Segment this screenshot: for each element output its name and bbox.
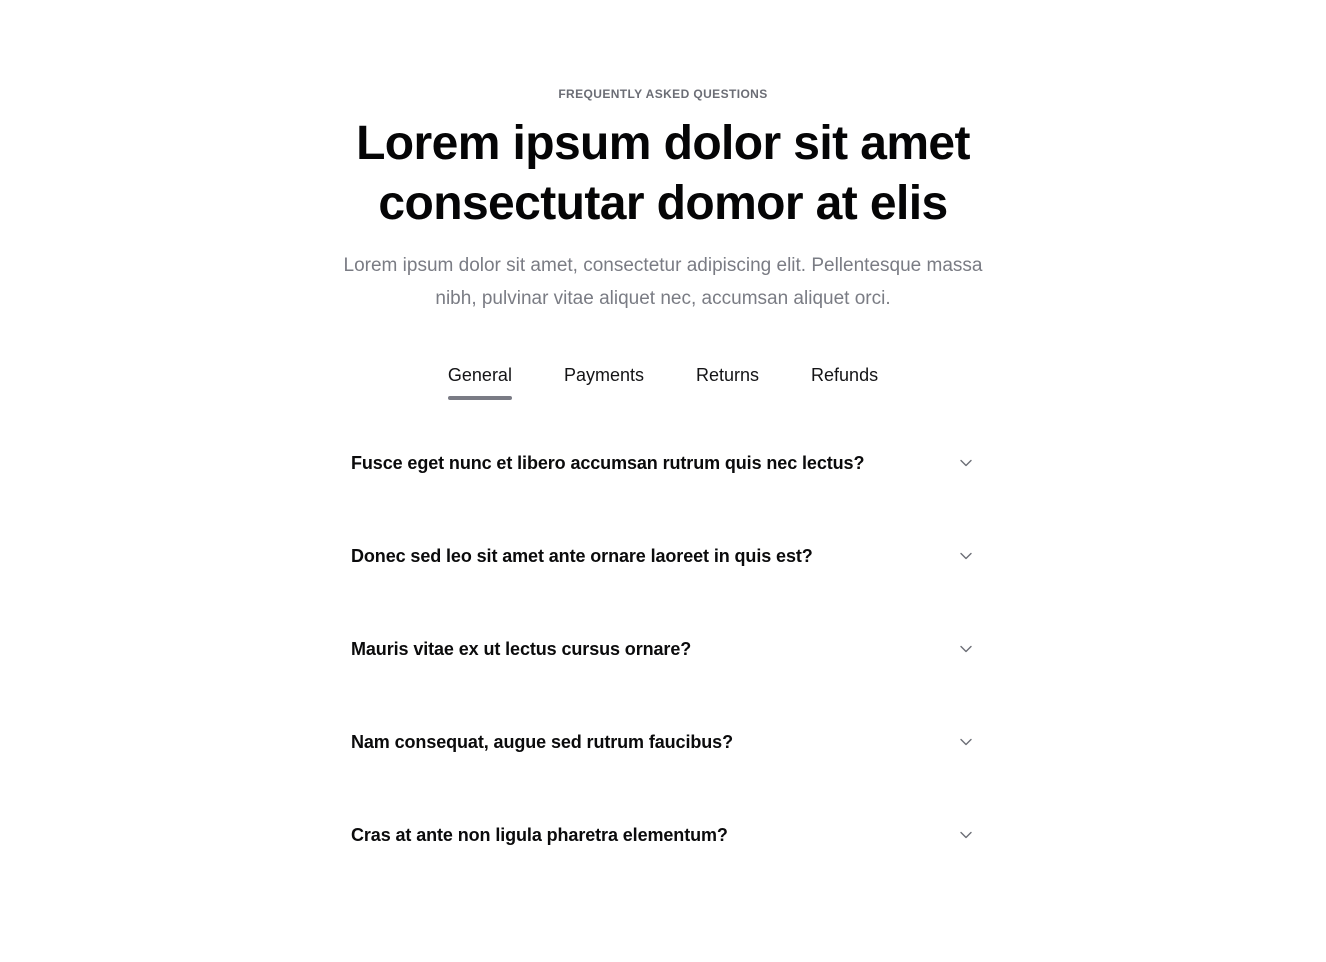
page-title-line-2: consectutar domor at elis: [378, 177, 948, 230]
faq-tabs: [0, 362, 1326, 400]
tab-payments[interactable]: Payments: [563, 365, 644, 385]
faq-question: Cras at ante non ligula pharetra elementum?: [351, 825, 728, 845]
faq-item[interactable]: [351, 622, 975, 715]
faq-item[interactable]: [351, 808, 975, 901]
faq-item[interactable]: [351, 529, 975, 622]
tab-refunds[interactable]: Refunds: [811, 365, 879, 385]
faq-question: Nam consequat, augue sed rutrum faucibus?: [351, 732, 733, 752]
chevron-down-icon[interactable]: [959, 715, 973, 769]
faq-item[interactable]: [351, 436, 975, 529]
tab-general[interactable]: General: [448, 362, 512, 400]
faq-question: Donec sed leo sit amet ante ornare laoreet in quis est?: [351, 546, 813, 566]
page-subtitle-line-2: nibh, pulvinar vitae aliquet nec, accumsan aliquet orci.: [435, 288, 891, 309]
page-subtitle: [313, 249, 1013, 315]
chevron-down-icon[interactable]: [959, 529, 973, 583]
page-title-line-1: Lorem ipsum dolor sit amet: [356, 117, 970, 170]
tab-returns[interactable]: Returns: [696, 365, 760, 385]
page-title: [313, 114, 1013, 234]
chevron-down-icon[interactable]: [959, 436, 973, 490]
page-subtitle-line-1: Lorem ipsum dolor sit amet, consectetur adipiscing elit. Pellentesque massa: [343, 255, 983, 276]
faq-question: Fusce eget nunc et libero accumsan rutrum quis nec lectus?: [351, 453, 865, 473]
faq-list: [351, 436, 975, 901]
section-eyebrow: FREQUENTLY ASKED QUESTIONS: [558, 87, 768, 101]
chevron-down-icon[interactable]: [959, 808, 973, 862]
faq-item[interactable]: [351, 715, 975, 808]
faq-question: Mauris vitae ex ut lectus cursus ornare?: [351, 639, 692, 659]
chevron-down-icon[interactable]: [959, 622, 973, 676]
